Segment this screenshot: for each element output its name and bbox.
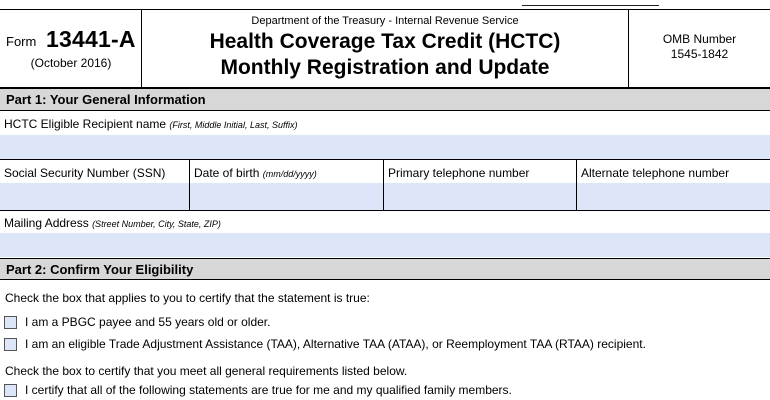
form-date: (October 2016) xyxy=(30,56,112,70)
recipient-name-hint: (First, Middle Initial, Last, Suffix) xyxy=(169,120,298,130)
mailing-address-field[interactable] xyxy=(0,233,770,257)
department: Department of the Treasury - Internal Revenue Service xyxy=(251,15,519,27)
omb-label: OMB Number xyxy=(662,32,737,46)
pbgc-payee-checkbox[interactable] xyxy=(4,316,17,329)
pbgc-payee-label: I am a PBGC payee and 55 years old or older. xyxy=(25,315,271,329)
divider xyxy=(0,159,770,160)
requirements-instruction: Check the box to certify that you meet all general requirements listed below. xyxy=(5,364,408,378)
primary-phone-label: Primary telephone number xyxy=(388,166,530,180)
title-box xyxy=(142,10,628,88)
dob-field[interactable] xyxy=(190,183,383,210)
omb-box xyxy=(628,10,770,88)
eligibility-instruction: Check the box that applies to you to certify that the statement is true: xyxy=(5,291,370,305)
recipient-name-field[interactable] xyxy=(0,135,770,159)
mailing-address-label-text: Mailing Address xyxy=(4,216,89,230)
form-number: 13441-A xyxy=(46,26,136,52)
certify-requirements-label: I certify that all of the following statements are true for me and my qualified family members. xyxy=(25,383,512,397)
part2-title: Part 2: Confirm Your Eligibility xyxy=(6,262,194,277)
dob-hint: (mm/dd/yyyy) xyxy=(262,169,317,179)
alternate-phone-field[interactable] xyxy=(577,183,770,210)
alternate-phone-label: Alternate telephone number xyxy=(581,166,730,180)
part1-header xyxy=(0,89,770,111)
certify-requirements-checkbox[interactable] xyxy=(4,384,17,397)
form-header xyxy=(0,9,770,89)
form-id-box xyxy=(0,10,142,88)
form-word: Form xyxy=(6,34,37,49)
mailing-address-hint: (Street Number, City, State, ZIP) xyxy=(92,219,221,229)
recipient-name-label xyxy=(4,117,297,131)
dob-label-text: Date of birth xyxy=(194,166,260,180)
ssn-field[interactable] xyxy=(0,183,189,210)
part2-header xyxy=(0,258,770,280)
divider xyxy=(0,210,770,211)
part1-title: Part 1: Your General Information xyxy=(6,92,206,107)
omb-number: 1545-1842 xyxy=(670,47,729,61)
mailing-address-label xyxy=(4,216,221,230)
form-title-line2: Monthly Registration and Update xyxy=(220,56,550,79)
top-rule xyxy=(522,5,659,6)
form-title-line1: Health Coverage Tax Credit (HCTC) xyxy=(209,30,561,53)
primary-phone-field[interactable] xyxy=(384,183,576,210)
recipient-name-label-text: HCTC Eligible Recipient name xyxy=(4,117,167,131)
taa-recipient-label: I am an eligible Trade Adjustment Assistance (TAA), Alternative TAA (ATAA), or Reemployment TAA (RTAA) recipient. xyxy=(25,337,646,351)
taa-recipient-checkbox[interactable] xyxy=(4,338,17,351)
dob-label xyxy=(194,166,317,180)
ssn-label: Social Security Number (SSN) xyxy=(4,166,166,180)
